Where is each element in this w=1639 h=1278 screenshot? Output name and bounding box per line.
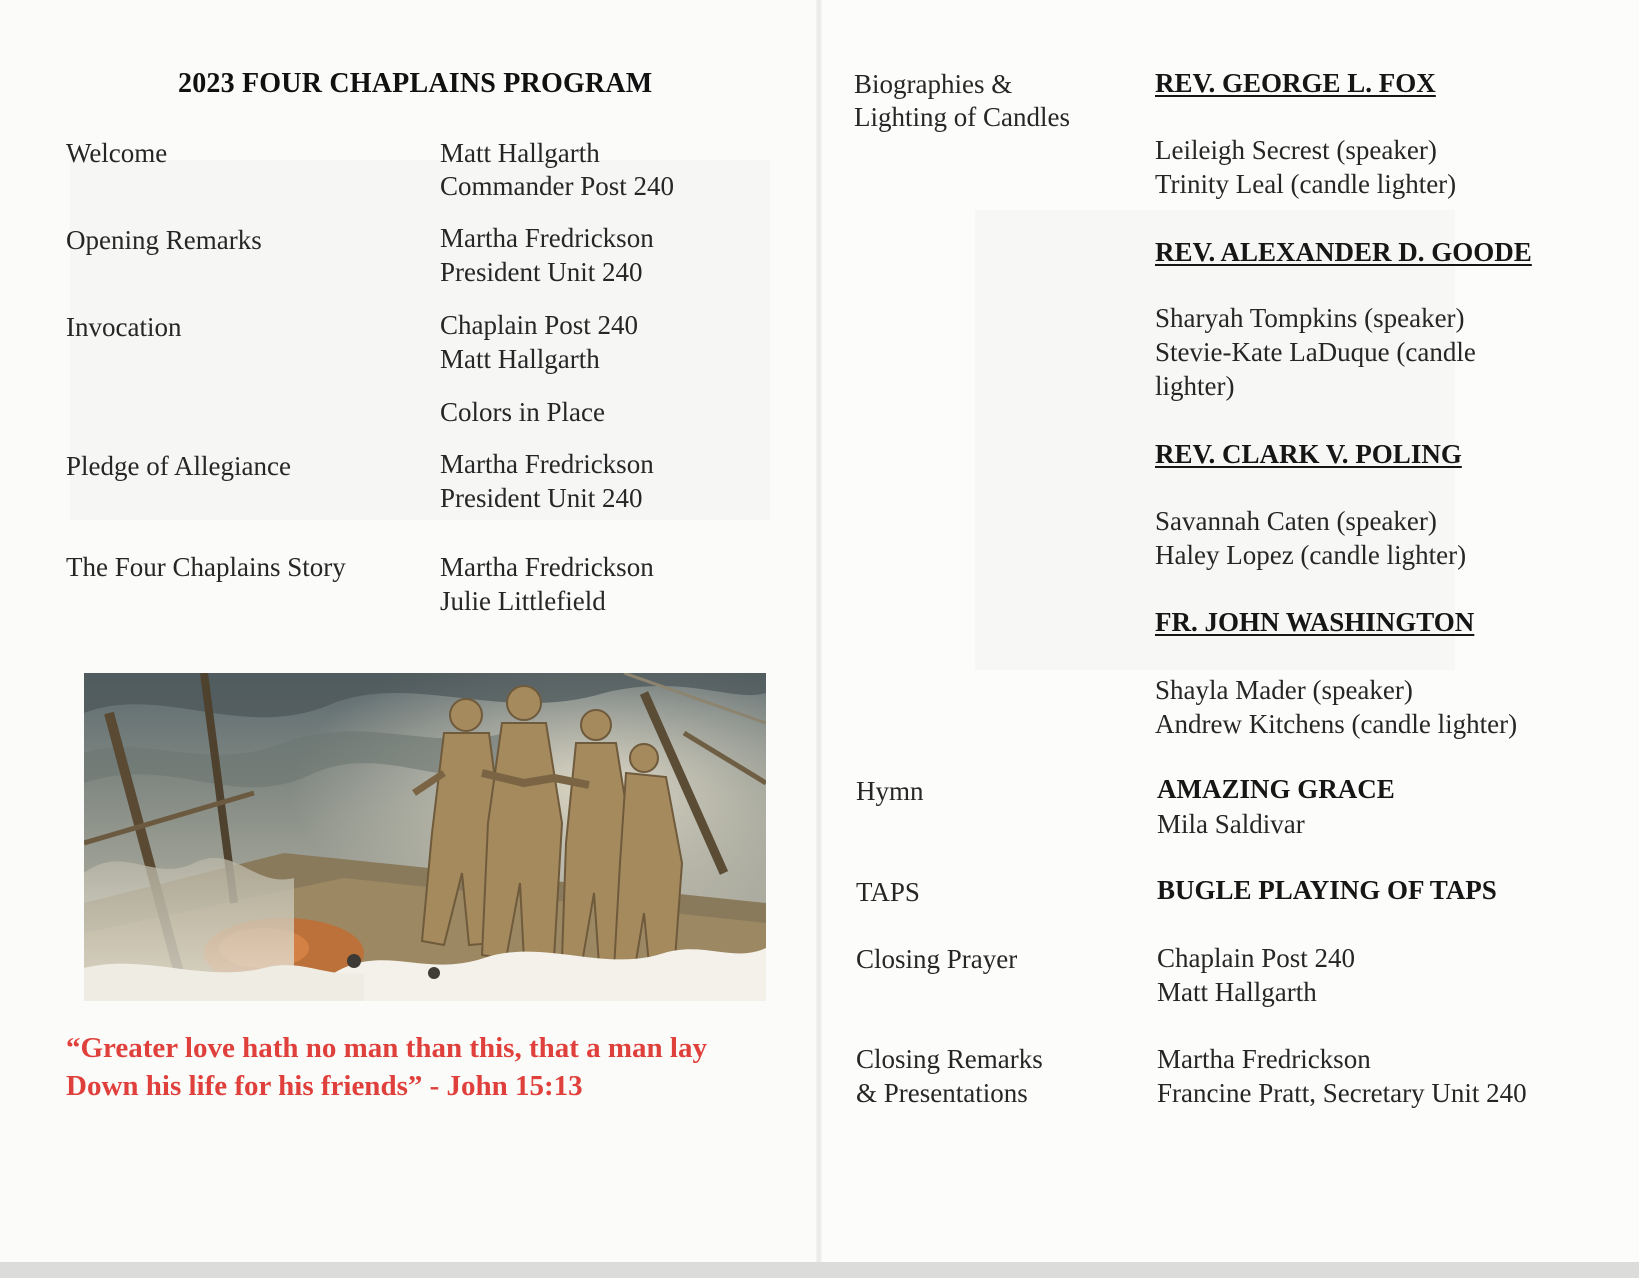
row-label-invocation: Invocation <box>66 312 182 342</box>
painting-image <box>84 673 766 1001</box>
row-line: Commander Post 240 <box>440 171 674 201</box>
page-fold <box>816 0 822 1262</box>
chaplain-name-washington: FR. JOHN WASHINGTON <box>1155 607 1475 637</box>
chaplain-participant: Leileigh Secrest (speaker) <box>1155 135 1437 165</box>
row-line: Julie Littlefield <box>440 586 606 616</box>
row-line: Matt Hallgarth <box>1157 977 1317 1007</box>
row-line: Matt Hallgarth <box>440 138 600 168</box>
program-title: 2023 FOUR CHAPLAINS PROGRAM <box>178 68 653 99</box>
chaplain-participant: lighter) <box>1155 371 1235 401</box>
four-chaplains-painting <box>84 673 766 1001</box>
hymn-performer: Mila Saldivar <box>1157 809 1305 839</box>
row-line: Francine Pratt, Secretary Unit 240 <box>1157 1078 1527 1108</box>
hymn-title: AMAZING GRACE <box>1157 774 1395 804</box>
row-line: Chaplain Post 240 <box>440 310 639 340</box>
row-line: President Unit 240 <box>440 483 643 513</box>
row-label-story: The Four Chaplains Story <box>66 552 346 582</box>
row-line: Chaplain Post 240 <box>1157 943 1356 973</box>
row-line: President Unit 240 <box>440 257 643 287</box>
row-line: Matt Hallgarth <box>440 344 600 374</box>
taps-heading: BUGLE PLAYING OF TAPS <box>1157 875 1497 905</box>
row-label-closing-prayer: Closing Prayer <box>856 944 1018 974</box>
chaplain-participant: Andrew Kitchens (candle lighter) <box>1155 709 1518 739</box>
bio-label-line-2: Lighting of Candles <box>854 102 1070 132</box>
row-label-hymn: Hymn <box>856 776 924 806</box>
row-line-colors-in-place: Colors in Place <box>440 397 605 427</box>
chaplain-participant: Stevie-Kate LaDuque (candle <box>1155 337 1476 367</box>
chaplain-name-goode: REV. ALEXANDER D. GOODE <box>1155 237 1532 267</box>
row-label-welcome: Welcome <box>66 138 168 168</box>
bio-label-line-1: Biographies & <box>854 69 1013 99</box>
row-line: Martha Fredrickson <box>440 223 654 253</box>
chaplain-name-fox: REV. GEORGE L. FOX <box>1155 68 1436 98</box>
row-line: Martha Fredrickson <box>440 449 654 479</box>
row-label-opening-remarks: Opening Remarks <box>66 225 262 255</box>
chaplain-participant: Trinity Leal (candle lighter) <box>1155 169 1457 199</box>
chaplain-participant: Sharyah Tompkins (speaker) <box>1155 303 1465 333</box>
row-label-closing-remarks: Closing Remarks <box>856 1044 1043 1074</box>
chaplain-participant: Shayla Mader (speaker) <box>1155 675 1413 705</box>
row-label-presentations: & Presentations <box>856 1078 1028 1108</box>
chaplain-participant: Haley Lopez (candle lighter) <box>1155 540 1467 570</box>
row-label-taps: TAPS <box>856 877 920 907</box>
row-label-pledge: Pledge of Allegiance <box>66 451 291 481</box>
chaplain-participant: Savannah Caten (speaker) <box>1155 506 1437 536</box>
scan-bottom-edge <box>0 1262 1639 1278</box>
row-line: Martha Fredrickson <box>440 552 654 582</box>
row-line: Martha Fredrickson <box>1157 1044 1371 1074</box>
scripture-quote: “Greater love hath no man than this, that a man lay Down his life for his friends” - John 15:13 <box>66 1032 707 1102</box>
chaplain-name-poling: REV. CLARK V. POLING <box>1155 439 1462 469</box>
